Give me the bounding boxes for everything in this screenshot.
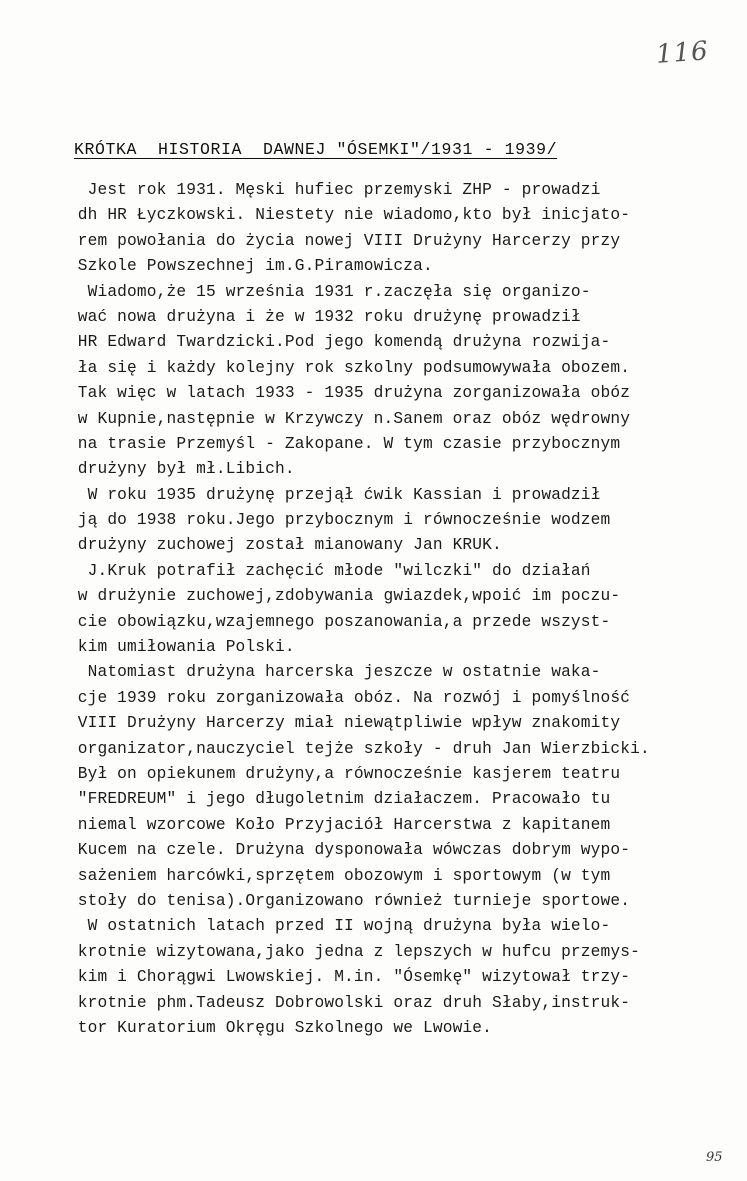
text-line: organizator,nauczyciel tejże szkoły - druh Jan Wierzbicki. bbox=[58, 739, 650, 758]
text-line: kim i Chorągwi Lwowskiej. M.in. "Ósemkę" wizytował trzy- bbox=[58, 968, 631, 987]
text-line: cie obowiązku,wzajemnego poszanowania,a przede wszyst- bbox=[58, 612, 611, 631]
text-line: rem powołania do życia nowej VIII Drużyny Harcerzy przy bbox=[58, 231, 621, 250]
text-line: Wiadomo,że 15 września 1931 r.zaczęła się organizo- bbox=[58, 282, 591, 301]
text-line: sażeniem harcówki,sprzętem obozowym i sportowym (w tym bbox=[58, 866, 611, 885]
text-line: kim umiłowania Polski. bbox=[58, 638, 295, 657]
text-line: W roku 1935 drużynę przejął ćwik Kassian i prowadził bbox=[58, 485, 601, 504]
text-line: tor Kuratorium Okręgu Szkolnego we Lwowie. bbox=[58, 1018, 493, 1037]
text-line: W ostatnich latach przed II wojną drużyna była wielo- bbox=[58, 917, 611, 936]
text-line: HR Edward Twardzicki.Pod jego komendą drużyna rozwija- bbox=[58, 333, 611, 352]
text-line: w Kupnie,następnie w Krzywczy n.Sanem oraz obóz wędrowny bbox=[58, 409, 631, 428]
document-body bbox=[58, 178, 738, 1041]
text-line: niemal wzorcowe Koło Przyjaciół Harcerstwa z kapitanem bbox=[58, 815, 611, 834]
text-line: dh HR Łyczkowski. Niestety nie wiadomo,kto był inicjato- bbox=[58, 206, 631, 225]
text-line: ją do 1938 roku.Jego przybocznym i równocześnie wodzem bbox=[58, 511, 611, 530]
text-line: wać nowa drużyna i że w 1932 roku drużynę prowadził bbox=[58, 307, 581, 326]
handwritten-page-number: 116 bbox=[655, 36, 710, 70]
paragraph-1 bbox=[58, 178, 738, 280]
handwritten-corner-note: 95 bbox=[706, 1150, 723, 1165]
paragraph-4 bbox=[58, 559, 738, 661]
text-line: "FREDREUM" i jego długoletnim działaczem. Pracowało tu bbox=[58, 790, 611, 809]
paragraph-2 bbox=[58, 280, 738, 483]
paragraph-3 bbox=[58, 483, 738, 559]
text-line: Natomiast drużyna harcerska jeszcze w ostatnie waka- bbox=[58, 663, 601, 682]
text-line: stoły do tenisa).Organizowano również turnieje sportowe. bbox=[58, 891, 631, 910]
document-title: KRÓTKA HISTORIA DAWNEJ "ÓSEMKI"/1931 - 1939/ bbox=[74, 140, 558, 159]
text-line: ła się i każdy kolejny rok szkolny podsumowywała obozem. bbox=[58, 358, 631, 377]
text-line: krotnie phm.Tadeusz Dobrowolski oraz druh Słaby,instruk- bbox=[58, 993, 631, 1012]
text-line: Jest rok 1931. Męski hufiec przemyski ZHP - prowadzi bbox=[58, 181, 601, 199]
text-line: Tak więc w latach 1933 - 1935 drużyna zorganizowała obóz bbox=[58, 384, 631, 403]
text-line: cje 1939 roku zorganizowała obóz. Na rozwój i pomyślność bbox=[58, 688, 631, 707]
text-line: Był on opiekunem drużyny,a równocześnie kasjerem teatru bbox=[58, 764, 621, 783]
text-line: w drużynie zuchowej,zdobywania gwiazdek,wpoić im poczu- bbox=[58, 587, 621, 606]
paragraph-5 bbox=[58, 660, 738, 914]
text-line: krotnie wizytowana,jako jedna z lepszych w hufcu przemys- bbox=[58, 942, 640, 961]
text-line: VIII Drużyny Harcerzy miał niewątpliwie wpływ znakomity bbox=[58, 714, 621, 733]
text-line: Szkole Powszechnej im.G.Piramowicza. bbox=[58, 257, 433, 276]
text-line: J.Kruk potrafił zachęcić młode "wilczki" do działań bbox=[58, 561, 591, 580]
text-line: drużyny zuchowej został mianowany Jan KRUK. bbox=[58, 536, 502, 555]
text-line: Kucem na czele. Drużyna dysponowała wówczas dobrym wypo- bbox=[58, 841, 631, 860]
text-line: na trasie Przemyśl - Zakopane. W tym czasie przybocznym bbox=[58, 434, 621, 453]
paragraph-6 bbox=[58, 914, 738, 1041]
text-line: drużyny był mł.Libich. bbox=[58, 460, 295, 479]
